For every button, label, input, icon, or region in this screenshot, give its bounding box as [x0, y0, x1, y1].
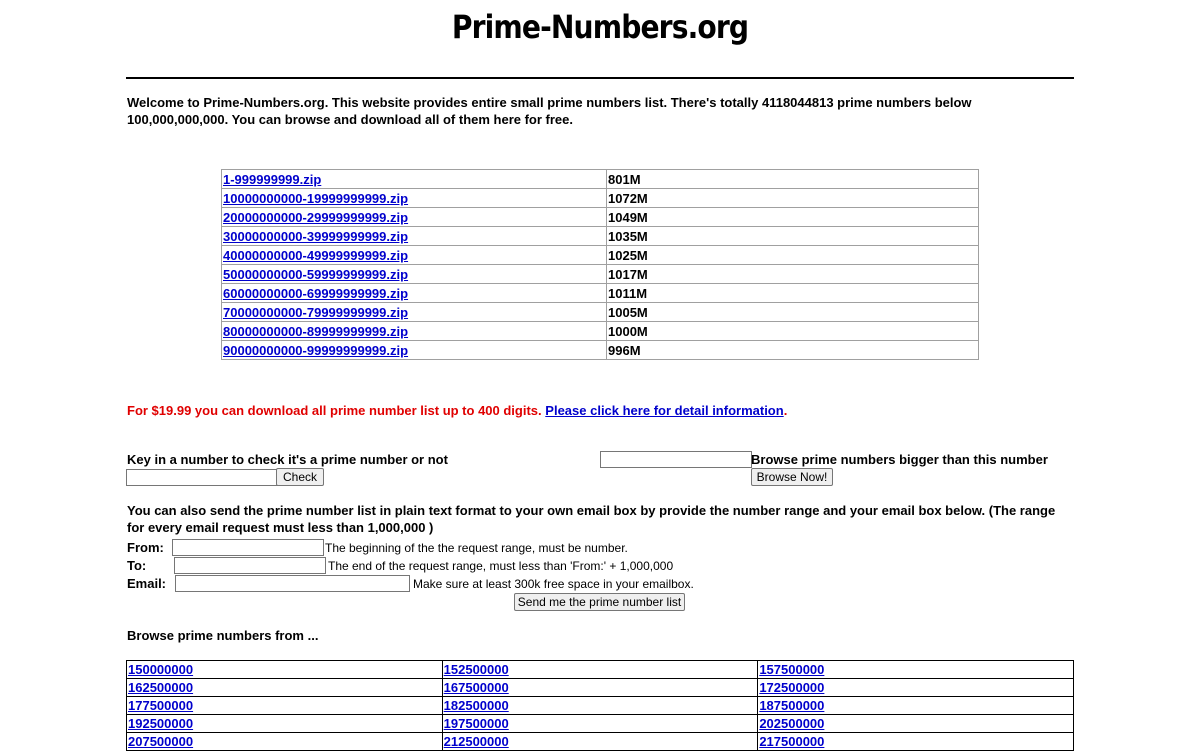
range-link[interactable]: 177500000: [128, 698, 194, 713]
download-file-cell: [222, 265, 607, 284]
check-button[interactable]: Check: [276, 468, 324, 486]
range-row: [127, 661, 1074, 679]
download-file-cell: [222, 303, 607, 322]
download-row: [222, 284, 979, 303]
email-input[interactable]: [175, 575, 410, 592]
range-link[interactable]: 187500000: [759, 698, 825, 713]
range-link[interactable]: 162500000: [128, 680, 194, 695]
range-cell: [127, 697, 443, 715]
download-size: 996M: [607, 341, 979, 360]
range-link[interactable]: 202500000: [759, 716, 825, 731]
download-file-cell: [222, 208, 607, 227]
range-link[interactable]: 150000000: [128, 662, 194, 677]
download-link[interactable]: 80000000000-89999999999.zip: [223, 323, 409, 339]
range-link[interactable]: 172500000: [759, 680, 825, 695]
range-link[interactable]: 182500000: [443, 698, 509, 713]
header-divider: [126, 77, 1074, 79]
download-size: 1049M: [607, 208, 979, 227]
download-file-cell: [222, 170, 607, 189]
browse-number-input[interactable]: [600, 451, 752, 468]
download-file-cell: [222, 246, 607, 265]
range-row: [127, 733, 1074, 751]
download-size: 1000M: [607, 322, 979, 341]
range-cell: [442, 733, 758, 751]
download-link[interactable]: 10000000000-19999999999.zip: [223, 190, 409, 206]
range-cell: [758, 661, 1074, 679]
range-link[interactable]: 217500000: [759, 734, 825, 749]
download-link[interactable]: 20000000000-29999999999.zip: [223, 209, 409, 225]
download-row: [222, 246, 979, 265]
to-input[interactable]: [174, 557, 326, 574]
check-prime-label: Key in a number to check it's a prime number or not: [127, 452, 448, 467]
range-cell: [127, 733, 443, 751]
range-link[interactable]: 207500000: [128, 734, 194, 749]
range-link[interactable]: 167500000: [443, 680, 509, 695]
download-file-cell: [222, 189, 607, 208]
range-table: [126, 660, 1074, 751]
range-link[interactable]: 197500000: [443, 716, 509, 731]
download-file-cell: [222, 341, 607, 360]
download-table: [221, 169, 979, 360]
range-cell: [442, 661, 758, 679]
promo-text: [127, 403, 787, 418]
download-size: 801M: [607, 170, 979, 189]
send-list-button[interactable]: Send me the prime number list: [514, 593, 685, 611]
download-file-cell: [222, 227, 607, 246]
check-number-input[interactable]: [126, 469, 278, 486]
to-label: To:: [127, 558, 147, 573]
promo-detail-link[interactable]: Please click here for detail information: [545, 403, 784, 418]
download-link[interactable]: 90000000000-99999999999.zip: [223, 342, 409, 358]
range-cell: [758, 733, 1074, 751]
download-size: 1035M: [607, 227, 979, 246]
range-cell: [758, 715, 1074, 733]
range-link[interactable]: 152500000: [443, 662, 509, 677]
range-cell: [758, 679, 1074, 697]
range-cell: [758, 697, 1074, 715]
site-title: Prime-Numbers.org: [451, 8, 749, 46]
from-label: From:: [127, 540, 164, 555]
range-link[interactable]: 192500000: [128, 716, 194, 731]
promo-message: For $19.99 you can download all prime number list up to 400 digits.: [127, 403, 542, 418]
browse-bigger-label: Browse prime numbers bigger than this number: [751, 452, 1048, 467]
range-cell: [127, 679, 443, 697]
download-size: 1072M: [607, 189, 979, 208]
range-cell: [127, 715, 443, 733]
range-row: [127, 715, 1074, 733]
email-label: Email:: [127, 576, 167, 591]
download-link[interactable]: 60000000000-69999999999.zip: [223, 285, 409, 301]
range-link[interactable]: 157500000: [759, 662, 825, 677]
download-row: [222, 189, 979, 208]
to-hint: The end of the request range, must less than 'From:' + 1,000,000: [328, 559, 674, 573]
range-cell: [442, 715, 758, 733]
download-row: [222, 208, 979, 227]
browse-now-button[interactable]: Browse Now!: [751, 468, 833, 486]
range-cell: [127, 661, 443, 679]
range-row: [127, 697, 1074, 715]
email-hint: Make sure at least 300k free space in your emailbox.: [413, 577, 694, 591]
download-size: 1025M: [607, 246, 979, 265]
download-row: [222, 227, 979, 246]
download-link[interactable]: 1-999999999.zip: [223, 171, 322, 187]
email-intro-text: You can also send the prime number list in plain text format to your own email box by provide the number range and your email box below. (The range for every email request must less than 1,000,000 ): [127, 503, 1056, 535]
download-row: [222, 341, 979, 360]
download-link[interactable]: 70000000000-79999999999.zip: [223, 304, 409, 320]
download-row: [222, 303, 979, 322]
browse-ranges-heading: Browse prime numbers from ...: [127, 628, 319, 643]
download-link[interactable]: 50000000000-59999999999.zip: [223, 266, 409, 282]
intro-text: Welcome to Prime-Numbers.org. This website provides entire small prime numbers list. There's totally 4118044813 prime numbers below 100,000,000,000. You can browse and download all of them here for free.: [127, 95, 972, 127]
range-cell: [442, 679, 758, 697]
from-hint: The beginning of the the request range, must be number.: [325, 541, 628, 555]
download-link[interactable]: 40000000000-49999999999.zip: [223, 247, 409, 263]
promo-suffix: .: [783, 403, 788, 418]
download-file-cell: [222, 284, 607, 303]
download-row: [222, 265, 979, 284]
download-size: 1011M: [607, 284, 979, 303]
from-input[interactable]: [172, 539, 324, 556]
download-file-cell: [222, 322, 607, 341]
download-size: 1005M: [607, 303, 979, 322]
download-row: [222, 170, 979, 189]
range-row: [127, 679, 1074, 697]
range-cell: [442, 697, 758, 715]
download-size: 1017M: [607, 265, 979, 284]
range-link[interactable]: 212500000: [443, 734, 509, 749]
download-row: [222, 322, 979, 341]
download-link[interactable]: 30000000000-39999999999.zip: [223, 228, 409, 244]
